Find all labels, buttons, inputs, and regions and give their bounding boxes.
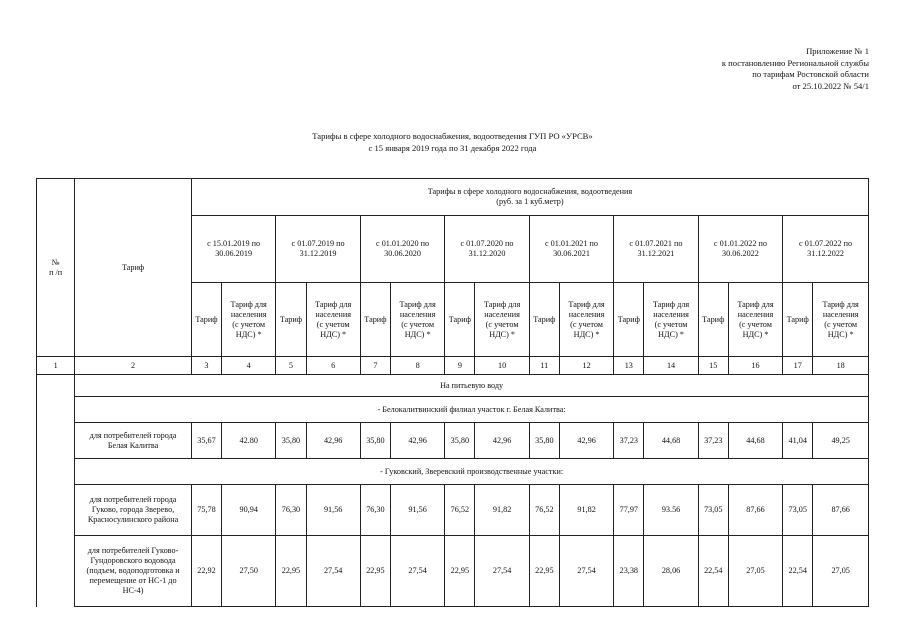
- period-label: с 15.01.2019 по: [207, 239, 261, 248]
- row-label-line: Белая Калитва: [107, 440, 159, 450]
- table-cell: 91,82: [559, 485, 613, 536]
- period-header-cell: [698, 216, 782, 283]
- period-label: 31.12.2019: [299, 249, 337, 258]
- table-cell: 27,54: [475, 536, 529, 607]
- column-number: 4: [222, 357, 276, 375]
- period-header-cell: [360, 216, 444, 283]
- period-label: с 01.07.2021 по: [629, 239, 683, 248]
- period-label: 30.06.2022: [722, 249, 759, 258]
- subheader-population: [559, 283, 613, 357]
- table-cell: 91,56: [390, 485, 444, 536]
- period-header-cell: [783, 216, 869, 283]
- row-label-line: для потребителей города: [89, 495, 177, 504]
- header-group-title: Тарифы в сфере холодного водоснабжения, водоотведения: [427, 187, 633, 196]
- subheader-population-line: Тариф для: [737, 299, 774, 309]
- document-title: [0, 131, 905, 154]
- subheader-population-line: населения: [230, 309, 267, 319]
- column-number: 9: [445, 357, 475, 375]
- subheader-population-line: населения: [399, 309, 436, 319]
- header-number-sub: п /п: [49, 267, 63, 277]
- subheader-population-line: НДС) *: [489, 329, 516, 339]
- table-row: [37, 485, 869, 536]
- column-number: 7: [360, 357, 390, 375]
- table-cell: 77,97: [614, 485, 644, 536]
- table-cell: 37,23: [698, 423, 728, 459]
- appendix-line: по тарифам Ростовской области: [752, 69, 869, 80]
- table-cell: 35,80: [360, 423, 390, 459]
- period-label: 30.06.2021: [553, 249, 590, 258]
- row-label: [75, 423, 192, 459]
- row-label: [75, 536, 192, 607]
- subheader-tariff: Тариф: [529, 283, 559, 357]
- subheader-population-line: населения: [737, 309, 774, 319]
- column-number: 17: [783, 357, 813, 375]
- table-cell: 44,68: [728, 423, 782, 459]
- table-cell: 41,04: [783, 423, 813, 459]
- table-cell: 90,94: [222, 485, 276, 536]
- subheader-population: [306, 283, 360, 357]
- subheader-population-line: Тариф для: [652, 299, 690, 309]
- tariff-table: [36, 178, 869, 607]
- column-number: 12: [559, 357, 613, 375]
- table-cell: 87,66: [813, 485, 869, 536]
- table-cell: 42,96: [475, 423, 529, 459]
- subheader-population-line: НДС) *: [404, 329, 431, 339]
- subheader-tariff: Тариф: [360, 283, 390, 357]
- appendix-line: от 25.10.2022 № 54/1: [792, 80, 869, 91]
- subheader-population-line: (с учетом: [739, 319, 772, 329]
- subheader-population-line: населения: [822, 309, 859, 319]
- table-cell: 42,96: [390, 423, 444, 459]
- subheader-population-line: (с учетом: [654, 319, 688, 329]
- row-label-line: Гундоровского водовода: [90, 556, 176, 565]
- subheader-population: [222, 283, 276, 357]
- subheader-population-line: (с учетом: [824, 319, 858, 329]
- row-number-cell: [37, 375, 75, 607]
- column-number: 14: [644, 357, 698, 375]
- branch-row: [37, 397, 869, 423]
- subheader-population-line: Тариф для: [315, 299, 352, 309]
- table-cell: 27,05: [728, 536, 782, 607]
- table-cell: 27,54: [390, 536, 444, 607]
- subheader-population-line: Тариф для: [230, 299, 267, 309]
- table-cell: 76,30: [360, 485, 390, 536]
- column-number: 10: [475, 357, 529, 375]
- subheader-population-line: Тариф для: [483, 299, 521, 309]
- appendix-line: к постановлению Региональной службы: [721, 57, 869, 68]
- subheader-population-line: НДС) *: [320, 329, 347, 339]
- subheader-tariff: Тариф: [698, 283, 728, 357]
- title-line: с 15 января 2019 года по 31 декабря 2022 года: [368, 142, 537, 153]
- subheader-population: [475, 283, 529, 357]
- period-label: с 01.01.2021 по: [544, 239, 598, 248]
- column-number: 8: [390, 357, 444, 375]
- table-cell: 22,95: [529, 536, 559, 607]
- subheader-tariff: Тариф: [276, 283, 306, 357]
- table-cell: 75,78: [191, 485, 221, 536]
- title-line: Тарифы в сфере холодного водоснабжения, водоотведения ГУП РО «УРСВ»: [312, 131, 593, 141]
- row-label-line: НС-4): [122, 586, 144, 595]
- table-cell: 23,38: [614, 536, 644, 607]
- row-label-line: Красносулинского района: [87, 515, 179, 524]
- period-header-cell: [614, 216, 698, 283]
- column-number: 13: [614, 357, 644, 375]
- header-number: №: [51, 257, 60, 267]
- period-label: 30.06.2019: [215, 249, 253, 258]
- subheader-population-line: НДС) *: [827, 329, 854, 339]
- period-label: с 01.07.2022 по: [799, 239, 853, 248]
- subheader-population-line: населения: [315, 309, 351, 319]
- table-cell: 76,52: [445, 485, 475, 536]
- table-cell: 28,06: [644, 536, 698, 607]
- column-number: 5: [276, 357, 306, 375]
- period-header-cell: [191, 216, 275, 283]
- table-cell: 91,82: [475, 485, 529, 536]
- section-title: На питьевую воду: [75, 375, 869, 397]
- table-cell: 22,95: [360, 536, 390, 607]
- table-cell: 91,56: [306, 485, 360, 536]
- period-label: с 01.07.2019 по: [291, 239, 345, 248]
- column-number: 18: [813, 357, 869, 375]
- column-number: 11: [529, 357, 559, 375]
- period-label: с 01.07.2020 по: [460, 239, 514, 248]
- period-label: 30.06.2020: [384, 249, 421, 258]
- table-cell: 93.56: [644, 485, 698, 536]
- table-cell: 22,95: [445, 536, 475, 607]
- header-tariff: Тариф: [75, 179, 192, 357]
- column-number: 2: [75, 357, 192, 375]
- header-row: [37, 179, 869, 216]
- table-cell: 22,54: [783, 536, 813, 607]
- appendix-line: Приложение № 1: [806, 46, 869, 56]
- table-cell: 27,54: [306, 536, 360, 607]
- row-label-line: Гуково, города Зверево,: [91, 505, 175, 514]
- table-cell: 35,80: [445, 423, 475, 459]
- period-label: 31.12.2020: [468, 249, 506, 258]
- subheader-population-line: НДС) *: [573, 329, 600, 339]
- subheader-population-line: Тариф для: [568, 299, 605, 309]
- table-row: [37, 536, 869, 607]
- table-cell: 35,67: [191, 423, 221, 459]
- table-cell: 42.80: [222, 423, 276, 459]
- row-label-line: перемещение от НС-1 до: [89, 576, 177, 585]
- subheader-population-line: НДС) *: [658, 329, 684, 339]
- subheader-population: [728, 283, 782, 357]
- subheader-population-line: Тариф для: [399, 299, 436, 309]
- column-number-row: [37, 357, 869, 375]
- subheader-population-line: (с учетом: [316, 319, 350, 329]
- column-number: 1: [37, 357, 75, 375]
- table-cell: 35,80: [529, 423, 559, 459]
- table-cell: 35,80: [276, 423, 306, 459]
- table-cell: 76,52: [529, 485, 559, 536]
- header-group-cell: [191, 179, 868, 216]
- table-cell: 73,05: [783, 485, 813, 536]
- table-cell: 27,05: [813, 536, 869, 607]
- period-label: с 01.01.2022 по: [713, 239, 767, 248]
- period-label: 31.12.2021: [637, 249, 675, 258]
- table-cell: 22,92: [191, 536, 221, 607]
- table-cell: 49,25: [813, 423, 869, 459]
- subheader-population-line: населения: [484, 309, 520, 319]
- table-cell: 76,30: [276, 485, 306, 536]
- table-cell: 42,96: [559, 423, 613, 459]
- row-label-line: (подъем, водоподготовка и: [86, 566, 180, 575]
- table-cell: 73,05: [698, 485, 728, 536]
- section-row: [37, 375, 869, 397]
- period-label: 31.12.2022: [807, 249, 844, 258]
- table-cell: 22,95: [276, 536, 306, 607]
- row-label-line: для потребителей Гуково-: [87, 546, 179, 555]
- table-cell: 42,96: [306, 423, 360, 459]
- subheader-population: [813, 283, 869, 357]
- appendix-block: [722, 46, 869, 92]
- table-cell: 27,50: [222, 536, 276, 607]
- subheader-tariff: Тариф: [191, 283, 221, 357]
- branch-row: [37, 459, 869, 485]
- subheader-population-line: (с учетом: [485, 319, 519, 329]
- table-cell: 22,54: [698, 536, 728, 607]
- row-label-line: для потребителей города: [89, 430, 177, 440]
- column-number: 6: [306, 357, 360, 375]
- column-number: 16: [728, 357, 782, 375]
- table-cell: 27,54: [559, 536, 613, 607]
- subheader-population: [644, 283, 698, 357]
- subheader-population-line: НДС) *: [742, 329, 769, 339]
- subheader-population-line: Тариф для: [822, 299, 859, 309]
- subheader-tariff: Тариф: [783, 283, 813, 357]
- subheader-population-line: населения: [568, 309, 605, 319]
- table-cell: 37,23: [614, 423, 644, 459]
- subheader-population-line: (с учетом: [570, 319, 603, 329]
- period-label: с 01.01.2020 по: [376, 239, 430, 248]
- subheader-population-line: (с учетом: [401, 319, 435, 329]
- header-number-cell: [37, 179, 75, 357]
- subheader-tariff: Тариф: [614, 283, 644, 357]
- period-header-cell: [445, 216, 529, 283]
- subheader-population: [390, 283, 444, 357]
- period-header-cell: [276, 216, 360, 283]
- table-cell: 87,66: [728, 485, 782, 536]
- column-number: 15: [698, 357, 728, 375]
- subheader-tariff: Тариф: [445, 283, 475, 357]
- table-cell: 44,68: [644, 423, 698, 459]
- subheader-population-line: населения: [653, 309, 689, 319]
- header-group-unit: (руб. за 1 куб.метр): [496, 197, 564, 206]
- subheader-population-line: (с учетом: [232, 319, 266, 329]
- branch-title: - Гуковский, Зверевский производственные участки:: [75, 459, 869, 485]
- column-number: 3: [191, 357, 221, 375]
- period-header-cell: [529, 216, 613, 283]
- subheader-population-line: НДС) *: [235, 329, 262, 339]
- branch-title: - Белокалитвинский филиал участок г. Белая Калитва:: [75, 397, 869, 423]
- table-row: [37, 423, 869, 459]
- row-label: [75, 485, 192, 536]
